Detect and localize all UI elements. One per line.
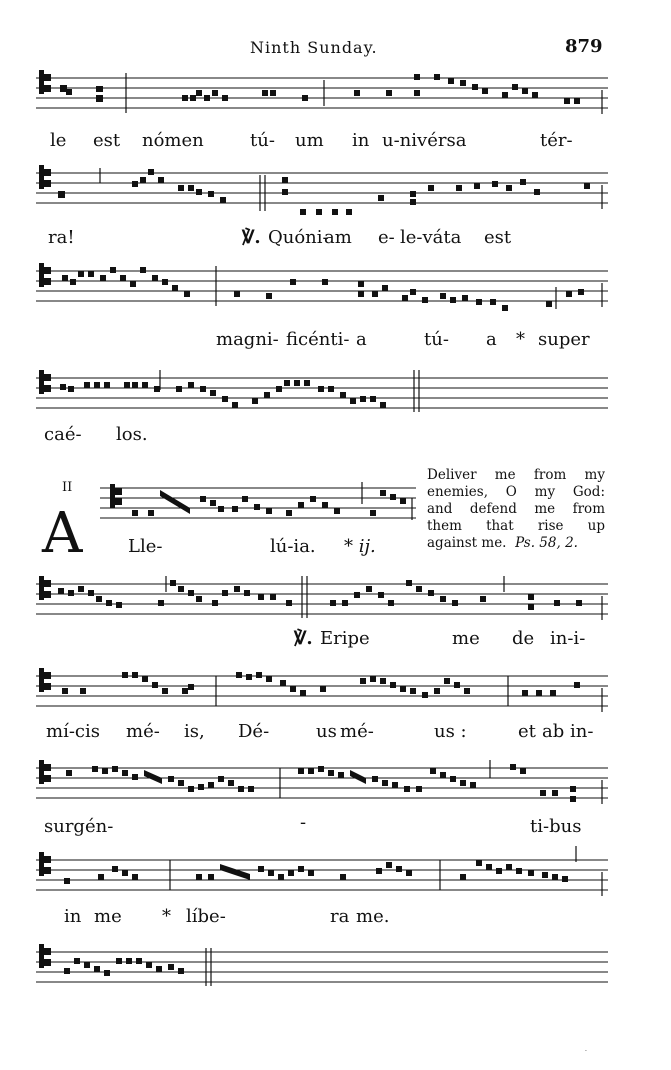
psalm-reference: Ps. 58, 2. [515, 535, 578, 551]
lyric-s3-3: tú- [424, 329, 449, 350]
lyric-s5-2: * ij. [344, 536, 376, 557]
lyric-s6-0: Eripe [320, 628, 370, 649]
mode-number: II [62, 480, 73, 495]
chant-staff-5 [100, 480, 416, 528]
lyric-s7-3: Dé- [238, 721, 270, 742]
chant-staff-7 [36, 668, 608, 718]
lyric-s2-3: e- [378, 227, 395, 248]
lyric-s7-7: et [518, 721, 536, 742]
translation-line-2: enemies, O my God: [427, 484, 605, 500]
lyric-s3-0: magni- [216, 329, 279, 350]
lyric-s8-1: - [300, 812, 307, 833]
chant-staff-8 [36, 760, 608, 810]
lyric-s8-0: surgén- [44, 816, 114, 837]
translation-line-1: Deliver me from my [427, 467, 605, 483]
lyric-s7-5: mé- [340, 721, 374, 742]
lyric-s2-5: est [484, 227, 512, 248]
lyric-s4-1: los. [116, 424, 148, 445]
versicle-symbol-1: ℣. [242, 227, 261, 248]
lyric-s2-2: am [324, 227, 352, 248]
lyric-s1-2: nómen [142, 130, 204, 151]
lyric-s1-6: u-nivérsa [382, 130, 467, 151]
lyric-s5-1: lú-ia. [270, 536, 316, 557]
lyric-s9-3: líbe- [186, 906, 226, 927]
english-translation [427, 467, 605, 552]
running-head: Ninth Sunday. [250, 38, 378, 57]
print-mark: . [585, 1046, 587, 1053]
lyric-s7-1: mé- [126, 721, 160, 742]
lyric-s3-1: ficénti- [286, 329, 350, 350]
lyric-s5-0: Lle- [128, 536, 163, 557]
lyric-s7-2: is, [184, 721, 205, 742]
lyric-s6-3: in-i- [550, 628, 586, 649]
lyric-s2-0: ra! [48, 227, 75, 248]
chant-staff-1 [36, 70, 608, 120]
page-number: 879 [565, 36, 603, 57]
lyric-s7-6: us : [434, 721, 467, 742]
translation-line-5 [427, 535, 605, 552]
lyric-s1-1: est [93, 130, 121, 151]
lyric-s3-6: super [538, 329, 590, 350]
translation-text-end: against me. [427, 535, 507, 551]
chant-staff-9 [36, 852, 608, 902]
lyric-s9-2: * [162, 906, 171, 927]
lyric-s4-0: caé- [44, 424, 82, 445]
lyric-s9-1: me [94, 906, 122, 927]
chant-staff-3 [36, 263, 608, 313]
lyric-s1-4: um [295, 130, 324, 151]
initial-letter: A [42, 501, 83, 566]
lyric-s7-4: us [316, 721, 337, 742]
lyric-s3-2: a [356, 329, 367, 350]
lyric-s7-8: ab [542, 721, 565, 742]
lyric-s6-2: de [512, 628, 535, 649]
lyric-s9-4: ra [330, 906, 350, 927]
lyric-s1-0: le [50, 130, 67, 151]
chant-staff-2 [36, 165, 608, 215]
lyric-s3-4: a [486, 329, 497, 350]
chant-staff-10 [36, 944, 608, 994]
lyric-s9-0: in [64, 906, 82, 927]
lyric-s1-5: in [352, 130, 370, 151]
lyric-s9-5: me. [356, 906, 390, 927]
lyric-s7-0: mí-cis [46, 721, 100, 742]
lyric-s1-3: tú- [250, 130, 275, 151]
chant-staff-6 [36, 576, 608, 626]
lyric-s3-5: * [516, 329, 525, 350]
lyric-s6-1: me [452, 628, 480, 649]
lyric-s1-7: tér- [540, 130, 573, 151]
lyric-s7-9: in- [570, 721, 594, 742]
lyric-s2-1: Quóni- [268, 227, 329, 248]
translation-line-3: and defend me from [427, 501, 605, 517]
versicle-symbol-2: ℣. [294, 628, 313, 649]
translation-line-4: them that rise up [427, 518, 605, 534]
lyric-s2-4: le-váta [400, 227, 462, 248]
chant-staff-4 [36, 370, 608, 420]
lyric-s8-2: ti-bus [530, 816, 582, 837]
